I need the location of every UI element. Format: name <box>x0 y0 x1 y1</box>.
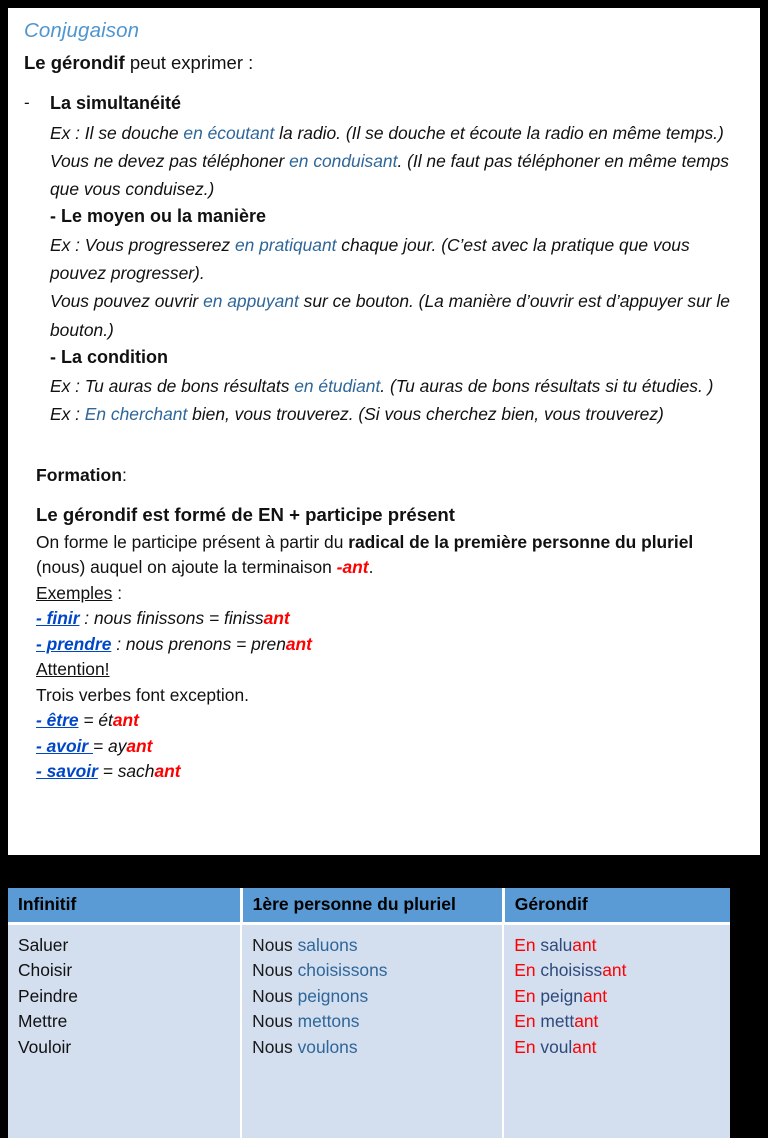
example-post: . (Tu auras de bons résultats si tu étudies. ) <box>380 376 713 396</box>
verb-infinitive: - savoir <box>36 761 98 781</box>
example-post: la radio. (Il se douche et écoute la radio en même temps.) <box>274 123 724 143</box>
verb-suffix-ant: ant <box>113 710 139 730</box>
exception-verb-line <box>36 759 746 785</box>
column-header-gerondif: Gérondif <box>503 888 730 924</box>
verb-suffix-ant: ant <box>126 736 152 756</box>
verb-suffix-ant: ant <box>286 634 312 654</box>
formation-body-part3: . <box>369 557 374 577</box>
example-pre: Ex : <box>50 404 85 424</box>
conjugated-stem: saluons <box>298 935 358 955</box>
gerund-stem: voul <box>540 1037 572 1057</box>
table-header-row-group <box>8 888 730 924</box>
exception-verb-line <box>36 708 746 734</box>
conjugated-stem: mettons <box>298 1011 360 1031</box>
example-pre: Ex : Vous progresserez <box>50 235 235 255</box>
example-post: bien, vous trouverez. (Si vous cherchez bien, vous trouverez) <box>187 404 664 424</box>
conjugated-stem: choisissons <box>298 960 388 980</box>
example-highlight: en étudiant <box>294 376 380 396</box>
premiere-personne-list <box>252 933 502 1060</box>
verb-infinitive: - être <box>36 710 79 730</box>
verb-infinitive: - prendre <box>36 634 111 654</box>
formation-label-bold: Formation <box>36 465 122 485</box>
example-line <box>50 372 746 400</box>
list-item <box>252 958 502 983</box>
formation-suffix-ant: -ant <box>337 557 369 577</box>
verb-suffix-ant: ant <box>154 761 180 781</box>
table-body-spacer <box>514 1060 730 1138</box>
table-body <box>8 924 730 1138</box>
verb-conjugation: = ét <box>79 710 113 730</box>
en-prefix: En <box>514 935 540 955</box>
section-heading-moyen: - Le moyen ou la manière <box>50 203 746 231</box>
example-line <box>50 147 746 203</box>
table-row <box>8 924 730 1138</box>
en-prefix: En <box>514 960 540 980</box>
gerund-suffix-ant: ant <box>572 1037 596 1057</box>
gerund-suffix-ant: ant <box>602 960 626 980</box>
formation-label <box>36 462 746 488</box>
examples-label <box>36 581 746 606</box>
example-verb-line <box>36 606 746 632</box>
gerondif-list <box>514 933 730 1060</box>
example-post: . (Il ne faut pas téléphoner en même temps que vous conduisez.) <box>50 151 729 199</box>
list-item <box>514 958 730 983</box>
example-highlight: en appuyant <box>203 291 299 311</box>
formation-body <box>36 530 746 580</box>
example-highlight: en écoutant <box>183 123 274 143</box>
verb-suffix-ant: ant <box>264 608 290 628</box>
gerund-suffix-ant: ant <box>572 935 596 955</box>
example-line <box>50 400 746 428</box>
verb-conjugation: : nous finissons = finiss <box>79 608 263 628</box>
lead-bold-text: Le gérondif <box>24 52 125 73</box>
list-item <box>252 1035 502 1060</box>
example-verb-line <box>36 632 746 658</box>
formation-body-bold: radical de la première personne du pluriel <box>348 532 693 552</box>
cell-premiere-personne-list <box>241 924 503 1138</box>
verb-conjugation: = sach <box>98 761 155 781</box>
en-prefix: En <box>514 1037 540 1057</box>
cell-gerondif-list <box>503 924 730 1138</box>
gerund-stem: choisiss <box>540 960 602 980</box>
slide-title: Conjugaison <box>24 18 746 45</box>
formation-body-part2: (nous) auquel on ajoute la terminaison <box>36 557 337 577</box>
pronoun-text: Nous <box>252 1011 297 1031</box>
examples-label-colon: : <box>112 583 122 603</box>
example-pre: Ex : Il se douche <box>50 123 183 143</box>
list-item <box>514 1009 730 1034</box>
attention-text: Trois verbes font exception. <box>36 683 746 708</box>
gerund-suffix-ant: ant <box>583 986 607 1006</box>
example-pre: Ex : Tu auras de bons résultats <box>50 376 294 396</box>
list-item: Vouloir <box>18 1035 240 1060</box>
infinitif-list <box>18 933 240 1060</box>
lead-paragraph <box>24 51 746 76</box>
example-line <box>50 119 746 147</box>
list-item <box>514 1035 730 1060</box>
example-pre: Vous ne devez pas téléphoner <box>50 151 289 171</box>
list-item: Mettre <box>18 1009 240 1034</box>
attention-label <box>36 657 746 682</box>
conjugated-stem: peignons <box>298 986 369 1006</box>
section-heading-simultaneite <box>24 90 746 117</box>
formation-heading: Le gérondif est formé de EN + participe présent <box>36 500 746 530</box>
list-item <box>252 933 502 958</box>
gerund-stem: mett <box>540 1011 574 1031</box>
example-highlight: en pratiquant <box>235 235 337 255</box>
bullet-dash-icon: - <box>24 90 50 116</box>
example-highlight: en conduisant <box>289 151 397 171</box>
list-item: Choisir <box>18 958 240 983</box>
example-highlight: En cherchant <box>85 404 187 424</box>
gerund-suffix-ant: ant <box>574 1011 598 1031</box>
pronoun-text: Nous <box>252 986 297 1006</box>
section-title-text: La simultanéité <box>50 90 181 117</box>
lead-rest-text: peut exprimer : <box>125 52 254 73</box>
example-pre: Vous pouvez ouvrir <box>50 291 203 311</box>
verb-infinitive: - finir <box>36 608 79 628</box>
formation-label-colon: : <box>122 465 127 485</box>
list-item <box>514 933 730 958</box>
verb-conjugation: : nous prenons = pren <box>111 634 286 654</box>
en-prefix: En <box>514 1011 540 1031</box>
en-prefix: En <box>514 986 540 1006</box>
table-header-row <box>8 888 730 924</box>
list-item <box>252 984 502 1009</box>
column-header-premiere-personne: 1ère personne du pluriel <box>241 888 503 924</box>
section-heading-condition: - La condition <box>50 344 746 372</box>
cell-infinitif-list <box>8 924 241 1138</box>
attention-label-text: Attention! <box>36 659 109 679</box>
section-spacer <box>22 428 746 462</box>
list-item: Saluer <box>18 933 240 958</box>
example-line <box>50 287 746 343</box>
exception-verb-line <box>36 734 746 760</box>
example-post: chaque jour. (C’est avec la pratique que vous pouvez progresser). <box>50 235 690 283</box>
pronoun-text: Nous <box>252 1037 297 1057</box>
example-post: sur ce bouton. (La manière d’ouvrir est d’appuyer sur le bouton.) <box>50 291 730 339</box>
conjugated-stem: voulons <box>298 1037 358 1057</box>
list-item: Peindre <box>18 984 240 1009</box>
slide-panel <box>8 8 760 855</box>
gerund-stem: salu <box>540 935 572 955</box>
example-line <box>50 231 746 287</box>
formation-body-part1: On forme le participe présent à partir du <box>36 532 348 552</box>
examples-label-text: Exemples <box>36 583 112 603</box>
gerund-stem: peign <box>540 986 583 1006</box>
verb-conjugation: = ay <box>93 736 126 756</box>
verb-infinitive: - avoir <box>36 736 93 756</box>
conjugation-table <box>8 888 730 1138</box>
list-item <box>514 984 730 1009</box>
column-header-infinitif: Infinitif <box>8 888 241 924</box>
list-item <box>252 1009 502 1034</box>
pronoun-text: Nous <box>252 960 297 980</box>
pronoun-text: Nous <box>252 935 297 955</box>
